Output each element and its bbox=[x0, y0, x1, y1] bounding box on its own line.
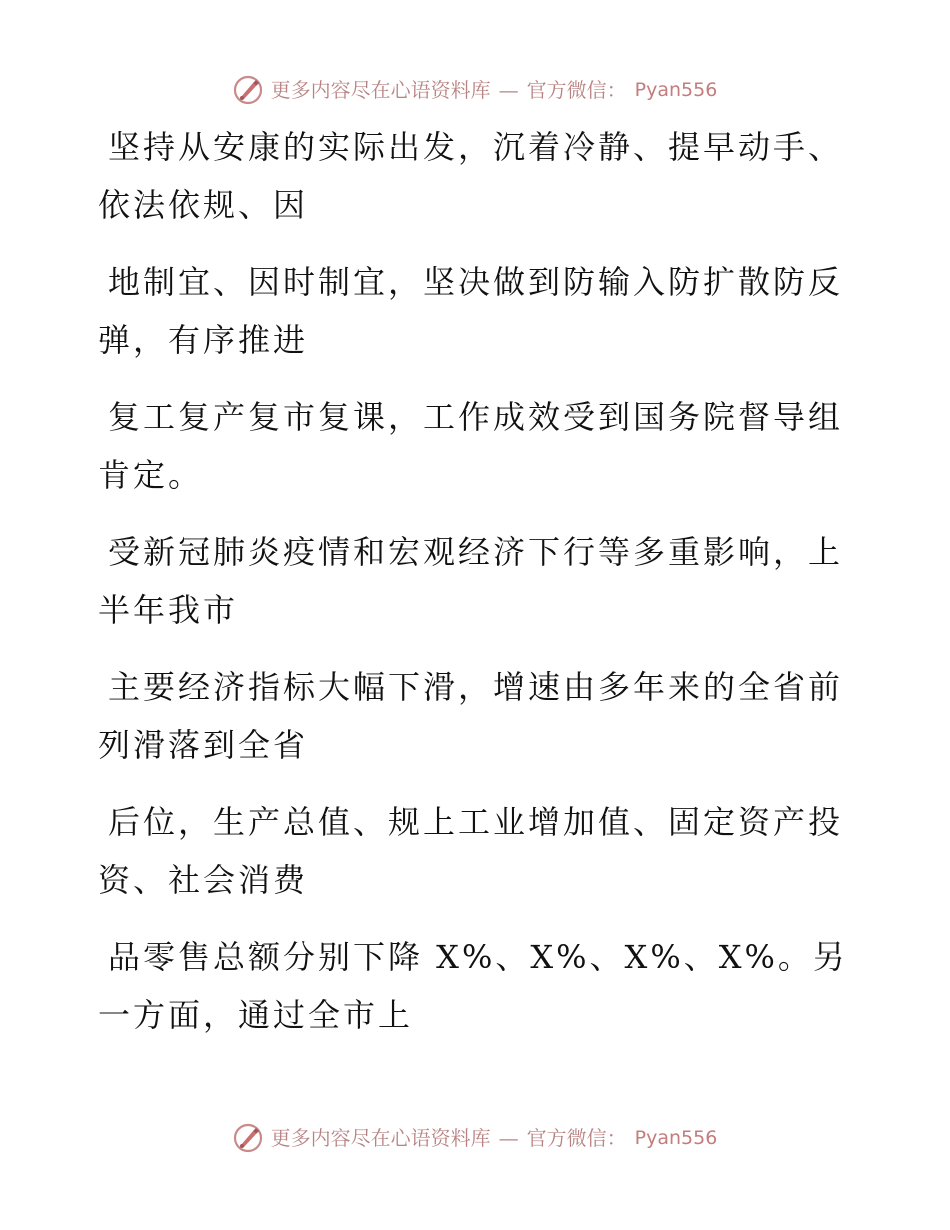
paragraph: 坚持从安康的实际出发，沉着冷静、提早动手、依法依规、因 bbox=[98, 128, 844, 224]
header-watermark bbox=[0, 70, 950, 110]
pen-nib-logo-icon bbox=[233, 75, 263, 105]
watermark-separator: — bbox=[498, 1126, 519, 1150]
pen-nib-logo-icon bbox=[233, 1123, 263, 1153]
watermark-brand: 更多内容尽在心语资料库 bbox=[270, 1126, 491, 1150]
watermark-brand: 更多内容尽在心语资料库 bbox=[270, 78, 491, 102]
footer-watermark bbox=[0, 1118, 950, 1158]
document-body bbox=[98, 118, 858, 1063]
paragraph: 主要经济指标大幅下滑，增速由多年来的全省前列滑落到全省 bbox=[98, 668, 844, 764]
watermark bbox=[233, 1123, 718, 1153]
watermark-label: 官方微信： bbox=[526, 1126, 627, 1150]
watermark-id: Pyan556 bbox=[634, 78, 718, 101]
watermark-id: Pyan556 bbox=[634, 1126, 718, 1149]
paragraph: 复工复产复市复课，工作成效受到国务院督导组肯定。 bbox=[98, 398, 844, 494]
paragraph: 地制宜、因时制宜，坚决做到防输入防扩散防反弹，有序推进 bbox=[98, 263, 844, 359]
paragraph: 品零售总额分别下降 X%、X%、X%、X%。另一方面，通过全市上 bbox=[98, 938, 848, 1034]
paragraph: 受新冠肺炎疫情和宏观经济下行等多重影响，上半年我市 bbox=[98, 533, 844, 629]
watermark-label: 官方微信： bbox=[526, 78, 627, 102]
watermark-separator: — bbox=[498, 78, 519, 102]
watermark bbox=[233, 75, 718, 105]
paragraph: 后位，生产总值、规上工业增加值、固定资产投资、社会消费 bbox=[98, 803, 844, 899]
